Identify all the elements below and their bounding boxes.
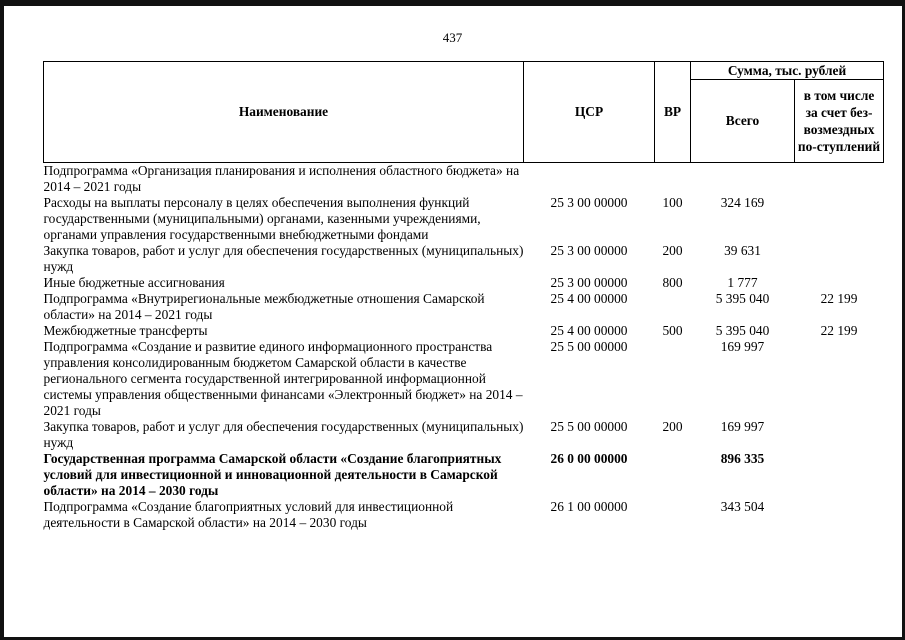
row-free — [795, 275, 884, 291]
table-row — [44, 275, 884, 291]
row-vr: 200 — [662, 243, 683, 258]
row-total: 5 395 040 — [715, 323, 770, 338]
header-csr: ЦСР — [524, 62, 655, 163]
row-csr: 25 5 00 00000 — [550, 419, 628, 434]
row-vr: 100 — [662, 195, 683, 210]
row-name: Подпрограмма «Создание и развитие единого информационного пространства управления консолидированным бюджетом Самарской области в качестве регионального сегмента государственной интегрированной информационной системы управления общественными финансами «Электронный бюджет» на 2014 – 2021 годы — [43, 339, 523, 418]
row-csr: 25 4 00 00000 — [550, 291, 628, 306]
row-name: Закупка товаров, работ и услуг для обеспечения государственных (муниципальных) нужд — [43, 419, 524, 450]
row-free — [795, 163, 884, 196]
row-free — [795, 499, 884, 531]
row-csr: 25 3 00 00000 — [550, 275, 628, 290]
table-row — [44, 163, 884, 196]
row-vr: 200 — [662, 419, 683, 434]
row-vr — [655, 339, 691, 419]
row-name: Расходы на выплаты персоналу в целях обеспечения выполнения функций государственными (муниципальными) органами, казенными учреждениями, органами управления государственными внебюджетными фондами — [43, 195, 481, 242]
row-vr — [655, 451, 691, 499]
row-csr: 26 1 00 00000 — [550, 499, 628, 514]
row-free — [795, 451, 884, 499]
table-row — [44, 195, 884, 243]
row-name: Подпрограмма «Организация планирования и исполнения областного бюджета» на 2014 – 2021 годы — [43, 163, 520, 194]
row-total: 324 169 — [720, 195, 765, 210]
header-total: Всего — [691, 80, 795, 163]
row-vr — [655, 499, 691, 531]
table-row — [44, 291, 884, 323]
row-csr: 25 4 00 00000 — [550, 323, 628, 338]
row-name: Межбюджетные трансферты — [43, 323, 208, 338]
header-name: Наименование — [44, 62, 524, 163]
row-free — [795, 195, 884, 243]
budget-table — [43, 61, 884, 531]
row-vr: 800 — [662, 275, 683, 290]
row-total: 169 997 — [720, 419, 765, 434]
row-total: 39 631 — [724, 243, 761, 258]
row-name: Иные бюджетные ассигнования — [43, 275, 225, 290]
row-vr — [655, 163, 691, 196]
row-free — [795, 243, 884, 275]
row-vr — [655, 291, 691, 323]
row-free: 22 199 — [820, 323, 858, 338]
row-free — [795, 339, 884, 419]
row-total — [691, 163, 795, 196]
row-total: 169 997 — [720, 339, 765, 354]
table-body — [44, 163, 884, 532]
header-sum-group: Сумма, тыс. рублей — [691, 62, 884, 80]
row-csr: 25 5 00 00000 — [550, 339, 628, 354]
row-vr: 500 — [662, 323, 683, 338]
row-total: 343 504 — [720, 499, 765, 514]
row-csr — [524, 163, 655, 196]
row-free — [795, 419, 884, 451]
left-border — [0, 0, 4, 640]
row-total: 896 335 — [720, 451, 765, 466]
table-row — [44, 339, 884, 419]
row-csr: 25 3 00 00000 — [550, 195, 628, 210]
row-csr: 25 3 00 00000 — [550, 243, 628, 258]
row-csr: 26 0 00 00000 — [550, 451, 628, 466]
row-free: 22 199 — [820, 291, 858, 306]
page-number: 437 — [442, 30, 463, 45]
table-row — [44, 499, 884, 531]
row-name: Закупка товаров, работ и услуг для обеспечения государственных (муниципальных) нужд — [43, 243, 524, 274]
row-name: Государственная программа Самарской области «Создание благоприятных условий для инвестиционной и инновационной деятельности в Самарской области» на 2014 – 2030 годы — [43, 451, 502, 498]
header-incl-free: в том числе за счет без-возмездных по-ступлений — [795, 80, 884, 163]
row-name: Подпрограмма «Внутрирегиональные межбюджетные отношения Самарской области» на 2014 – 2021 годы — [43, 291, 485, 322]
table-row — [44, 323, 884, 339]
top-border — [0, 0, 905, 6]
table-row-program — [44, 451, 884, 499]
header-vr: ВР — [655, 62, 691, 163]
row-total: 1 777 — [727, 275, 758, 290]
row-name: Подпрограмма «Создание благоприятных условий для инвестиционной деятельности в Самарской области» на 2014 – 2030 годы — [43, 499, 454, 530]
row-total: 5 395 040 — [715, 291, 770, 306]
table-row — [44, 419, 884, 451]
table-row — [44, 243, 884, 275]
